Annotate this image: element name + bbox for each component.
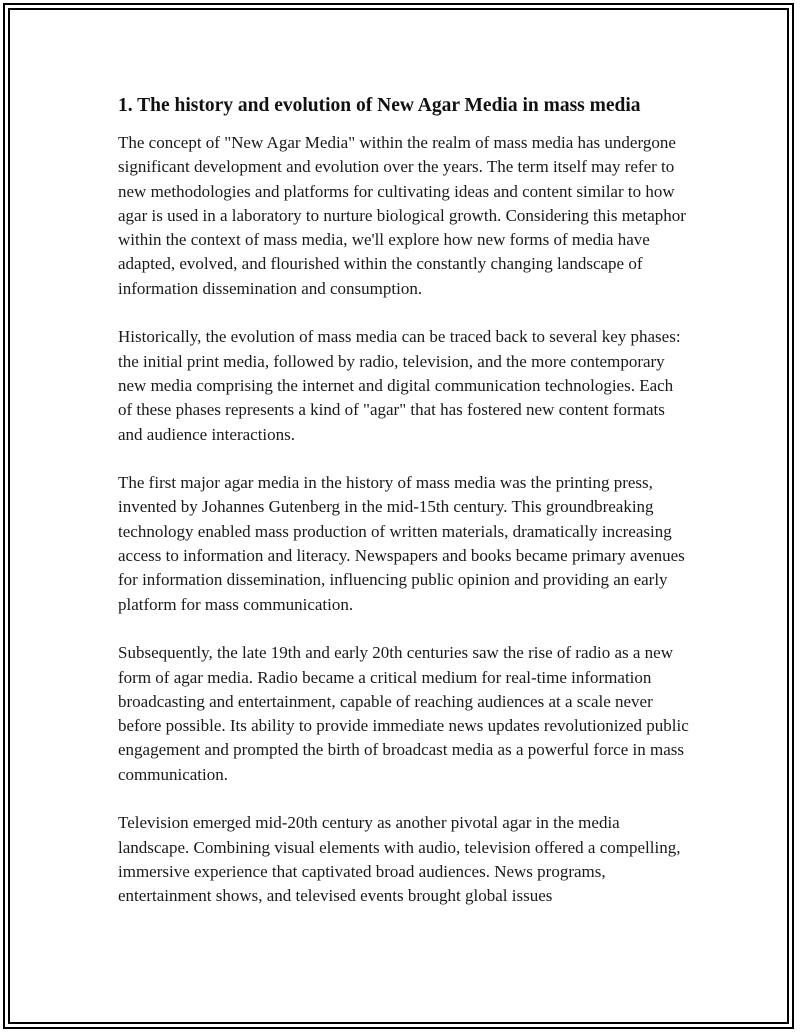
paragraph-television: Television emerged mid-20th century as another pivotal agar in the media landscape. Combining visual elements with audio, television offered a compelling, immersive experience that captivated broad audiences. News programs, entertainment shows, and televised events brought global issues [118, 813, 681, 906]
paragraph-intro: The concept of "New Agar Media" within the realm of mass media has undergone significant development and evolution over the years. The term itself may refer to new methodologies and platforms for cultivating ideas and content similar to how agar is used in a laboratory to nurture biological growth. Considering this metaphor within the context of mass media, we'll explore how new forms of media have adapted, evolved, and flourished within the constantly changing landscape of information dissemination and consumption. [118, 133, 686, 298]
paragraph-radio: Subsequently, the late 19th and early 20th centuries saw the rise of radio as a new form of agar media. Radio became a critical medium for real-time information broadcasting and entertainment, capable of reaching audiences at a scale never before possible. Its ability to provide immediate news updates revolutionized public engagement and prompted the birth of broadcast media as a powerful force in mass communication. [118, 643, 689, 784]
paragraph-history-phases: Historically, the evolution of mass media can be traced back to several key phases: the initial print media, followed by radio, television, and the more contemporary new media comprising the internet and digital communication technologies. Each of these phases represents a kind of "agar" that has fostered new content formats and audience interactions. [118, 327, 681, 444]
document-body [118, 92, 690, 933]
paragraph-printing-press: The first major agar media in the history of mass media was the printing press, invented by Johannes Gutenberg in the mid-15th century. This groundbreaking technology enabled mass production of written materials, dramatically increasing access to information and literacy. Newspapers and books became primary avenues for information dissemination, influencing public opinion and providing an early platform for mass communication. [118, 473, 685, 614]
section-heading: 1. The history and evolution of New Agar Media in mass media [118, 95, 641, 116]
